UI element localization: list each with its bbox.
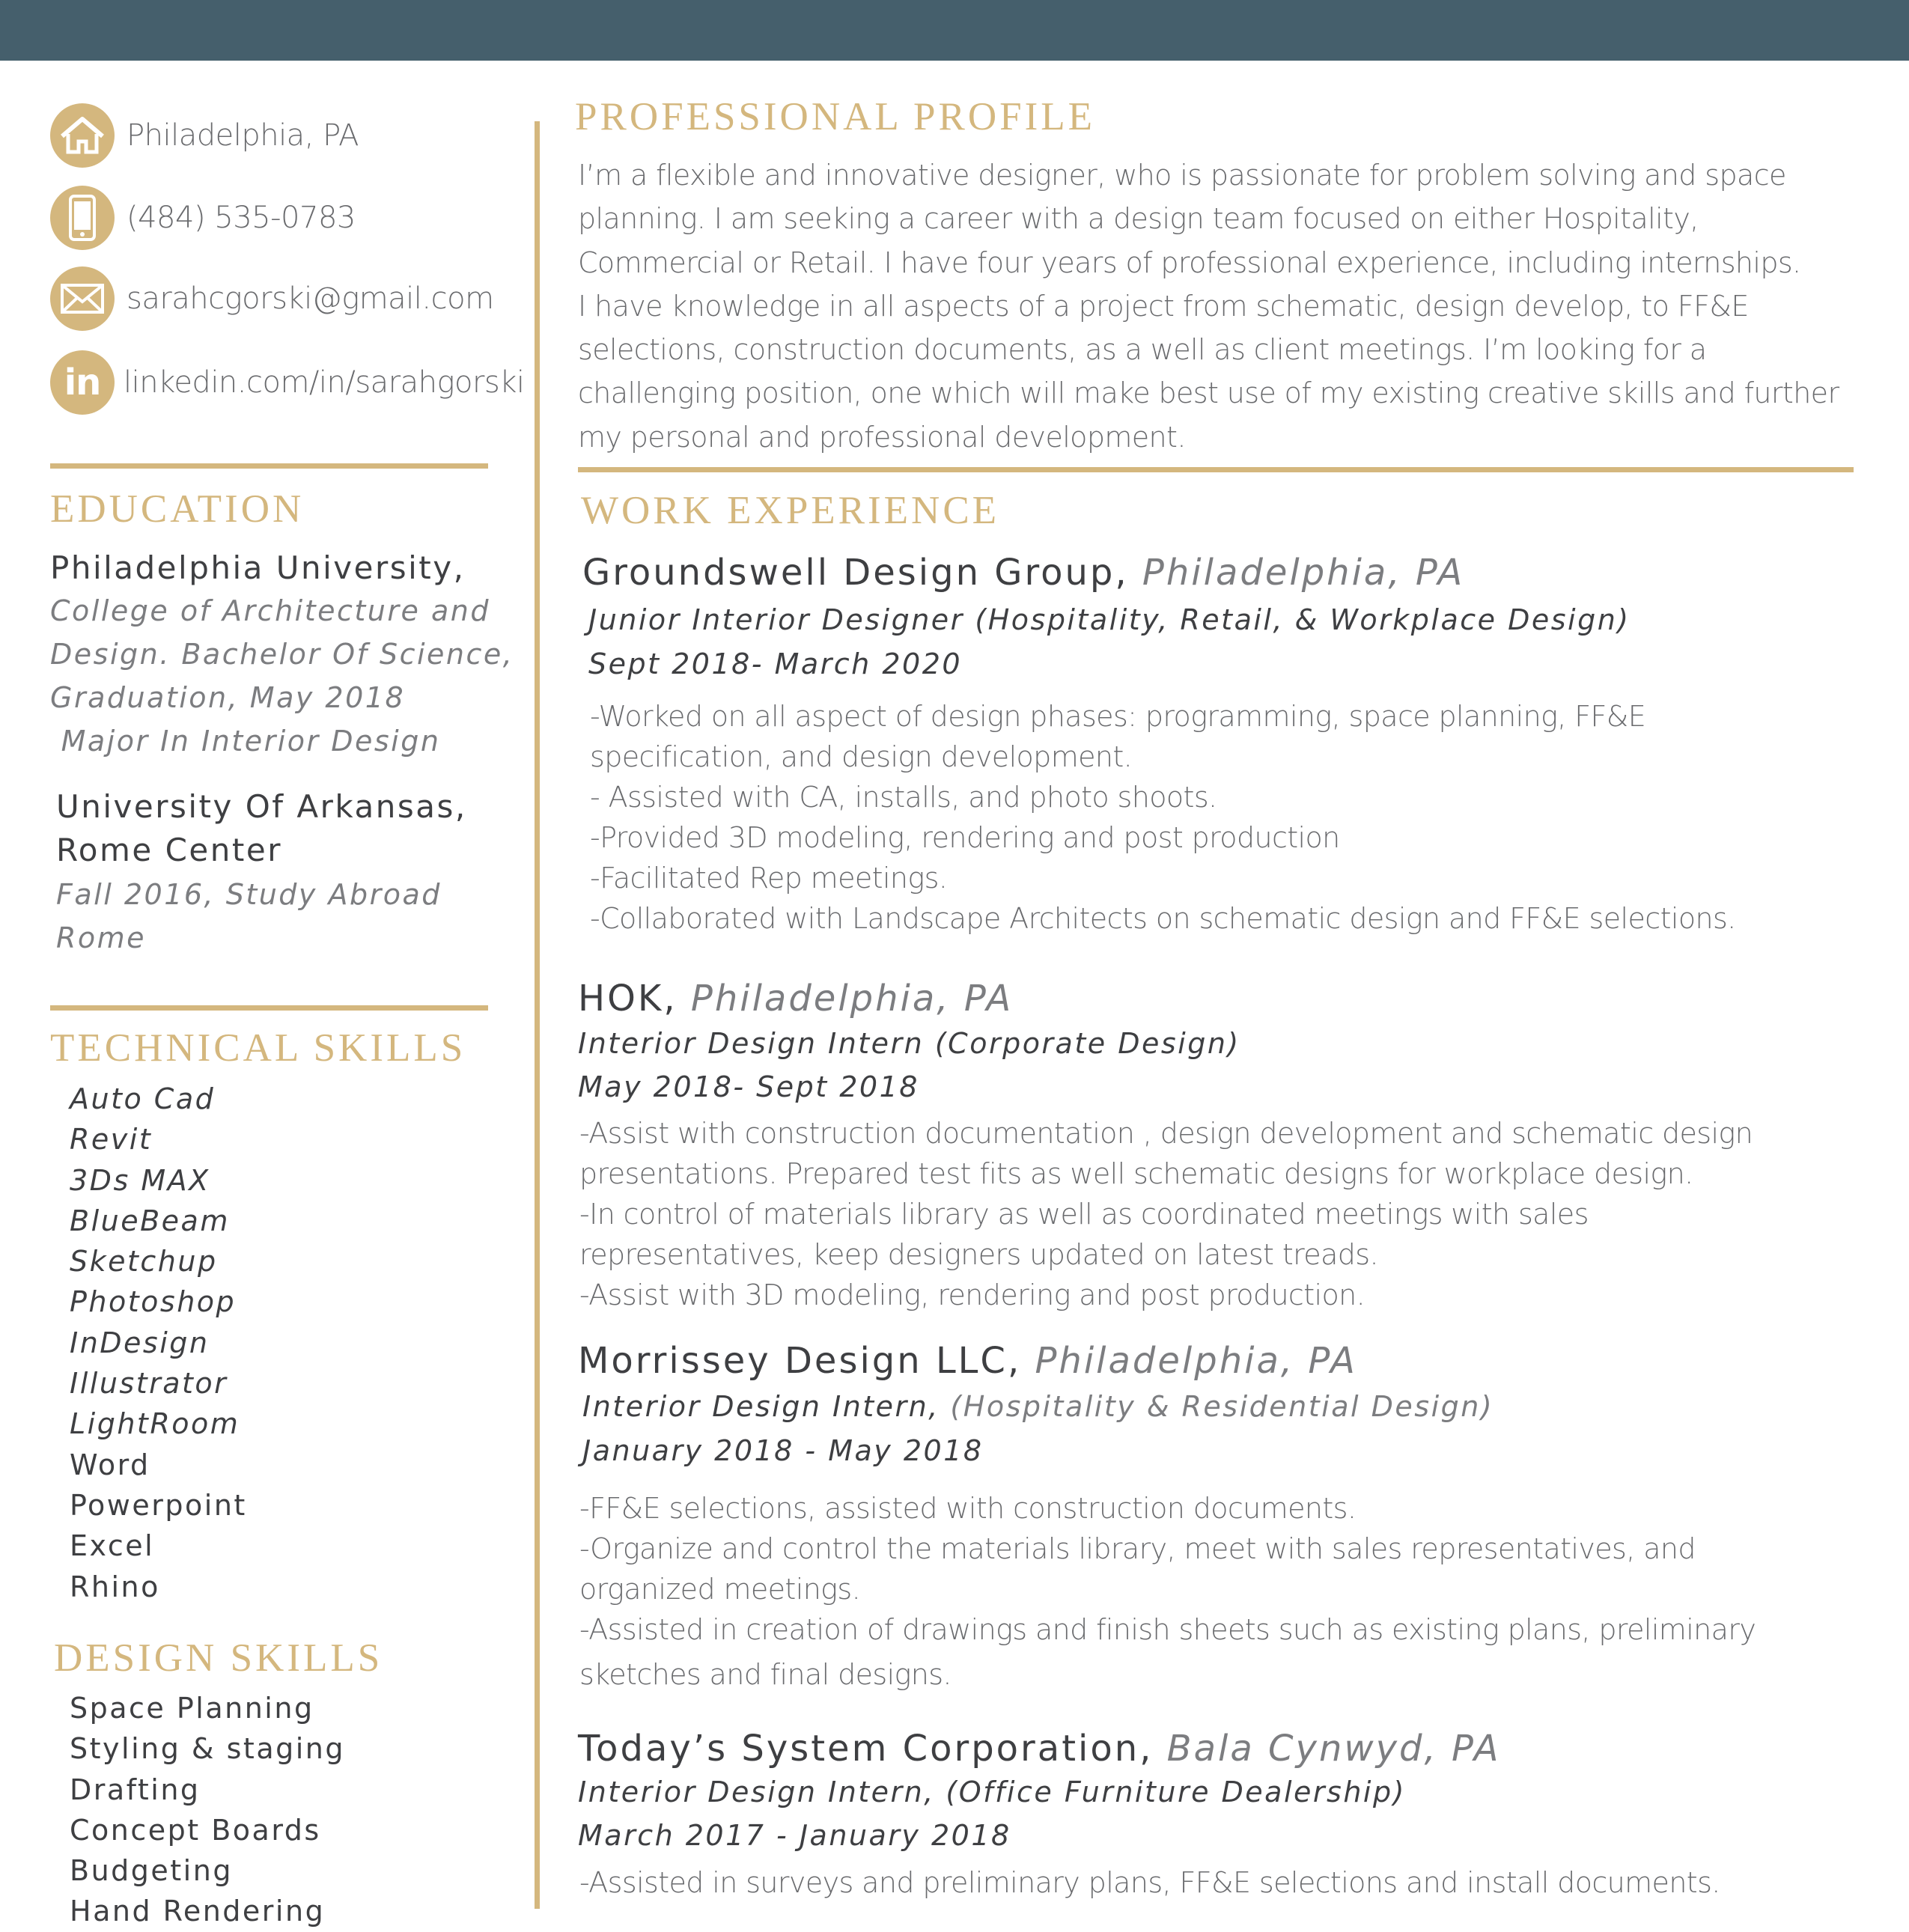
left-divider-2 xyxy=(50,1005,488,1011)
job-company: Groundswell Design Group, xyxy=(582,552,1129,594)
skill-item: Concept Boards xyxy=(70,1813,321,1847)
contact-location xyxy=(50,103,359,168)
education-heading: EDUCATION xyxy=(50,487,305,531)
skill-item: Photoshop xyxy=(70,1285,237,1319)
skill-item: Illustrator xyxy=(70,1367,228,1401)
profile-text: I’m a flexible and innovative designer, who is passionate for problem solving and space planning. I am seeking a career with a design team focused on either Hospitality, Commercial or Retail. I have four years of professional experience, including internships. I have knowledge in all aspects of a project from schematic, design develop, to FF&E selections, construction documents, as a well as client meetings. I’m looking for a challenging position, one which will make best use of my existing creative skills and further my personal and professional development. xyxy=(578,159,1839,454)
skill-item: Styling & staging xyxy=(70,1732,345,1766)
skill-item: Word xyxy=(70,1448,150,1481)
skill-item: Excel xyxy=(70,1529,155,1563)
phone-icon xyxy=(50,186,115,250)
skill-item: Revit xyxy=(70,1123,153,1157)
job-company: Today’s System Corporation, xyxy=(578,1728,1154,1770)
technical-skills-heading: TECHNICAL SKILLS xyxy=(50,1026,466,1070)
job-company: Morrissey Design LLC, xyxy=(578,1340,1022,1382)
school-name: Philadelphia University, xyxy=(50,549,466,586)
contact-location-text: Philadelphia, PA xyxy=(127,118,359,153)
job-bullets: -Assisted in surveys and preliminary plans, FF&E selections and install documents. xyxy=(579,1866,1720,1899)
job-bullets: -Assist with construction documentation , design development and schematic design presentations. Prepared test fits as well schematic designs for workplace design. -In control of materials library as well as coordinated meetings with sales representatives, keep designers updated on latest treads. -Assist with 3D modeling, rendering and post production. xyxy=(579,1117,1753,1311)
profile-heading: PROFESSIONAL PROFILE xyxy=(575,95,1096,138)
skill-item: Rhino xyxy=(70,1570,160,1603)
job-bullets: -Worked on all aspect of design phases: programming, space planning, FF&E specification, and design development. - Assisted with CA, installs, and photo shoots. -Provided 3D modeling, rendering and post production -Facilitated Rep meetings. -Collaborated with Landscape Architects on schematic design and FF&E selections. xyxy=(590,700,1736,935)
column-divider xyxy=(535,121,540,1909)
job-title: Interior Design Intern, (Hospitality & Residential Design) xyxy=(582,1390,1494,1423)
school-name: University Of Arkansas, Rome Center xyxy=(56,788,467,868)
job-heading xyxy=(578,1340,1357,1382)
contact-phone xyxy=(50,186,356,250)
job-title: Junior Interior Designer (Hospitality, Retail, & Workplace Design) xyxy=(588,603,1631,636)
contact-phone-text: (484) 535-0783 xyxy=(127,201,356,235)
design-skills-heading: DESIGN SKILLS xyxy=(54,1636,383,1680)
skill-item: Powerpoint xyxy=(70,1488,247,1522)
school-details: Fall 2016, Study Abroad Rome xyxy=(56,878,442,954)
skill-item: LightRoom xyxy=(70,1407,240,1441)
header-bar xyxy=(0,0,1909,61)
contact-linkedin-text[interactable]: linkedin.com/in/sarahgorski xyxy=(124,365,525,400)
job-heading xyxy=(578,978,1013,1020)
skill-item: 3Ds MAX xyxy=(70,1163,210,1197)
job-title: Interior Design Intern, (Office Furniture Dealership) xyxy=(578,1776,1406,1808)
job-location: Bala Cynwyd, PA xyxy=(1153,1728,1501,1770)
job-location: Philadelphia, PA xyxy=(1128,552,1465,594)
job-company: HOK, xyxy=(578,978,678,1020)
job-dates: January 2018 - May 2018 xyxy=(582,1434,984,1467)
right-divider xyxy=(578,467,1854,472)
skill-item: Space Planning xyxy=(70,1692,314,1725)
job-dates: May 2018- Sept 2018 xyxy=(578,1070,919,1103)
job-dates: March 2017 - January 2018 xyxy=(578,1819,1011,1852)
design-skills-list xyxy=(70,1688,345,1932)
work-heading: WORK EXPERIENCE xyxy=(581,489,1000,532)
home-icon xyxy=(50,103,115,168)
job-heading xyxy=(582,552,1464,594)
job-bullets: -FF&E selections, assisted with construction documents. -Organize and control the materials library, meet with sales representatives, and organized meetings. -Assisted in creation of drawings and finish sheets such as existing plans, preliminary sketches and final designs. xyxy=(579,1492,1756,1691)
skill-item: Hand Rendering xyxy=(70,1895,326,1928)
linkedin-icon-text: in xyxy=(64,362,101,403)
skill-item: Auto Cad xyxy=(70,1082,216,1115)
job-location: Philadelphia, PA xyxy=(1021,1340,1357,1382)
contact-linkedin[interactable] xyxy=(50,350,525,415)
school-details: College of Architecture and Design. Bachelor Of Science, Graduation, May 2018 Major In Interior Design xyxy=(50,594,514,758)
skill-item: Budgeting xyxy=(70,1854,233,1888)
skill-item: BlueBeam xyxy=(70,1204,230,1237)
linkedin-icon xyxy=(50,350,115,415)
job-dates: Sept 2018- March 2020 xyxy=(588,647,963,680)
contact-email-text[interactable]: sarahcgorski@gmail.com xyxy=(127,281,494,316)
skill-item: Drafting xyxy=(70,1773,201,1806)
contact-email[interactable] xyxy=(50,266,494,331)
skill-item: InDesign xyxy=(70,1326,210,1359)
job-location: Philadelphia, PA xyxy=(677,978,1014,1020)
skill-item: Sketchup xyxy=(70,1245,218,1279)
job-title: Interior Design Intern (Corporate Design) xyxy=(578,1027,1240,1060)
envelope-icon xyxy=(50,266,115,331)
job-heading xyxy=(578,1728,1500,1770)
left-divider-1 xyxy=(50,463,488,469)
technical-skills-list xyxy=(70,1079,247,1607)
